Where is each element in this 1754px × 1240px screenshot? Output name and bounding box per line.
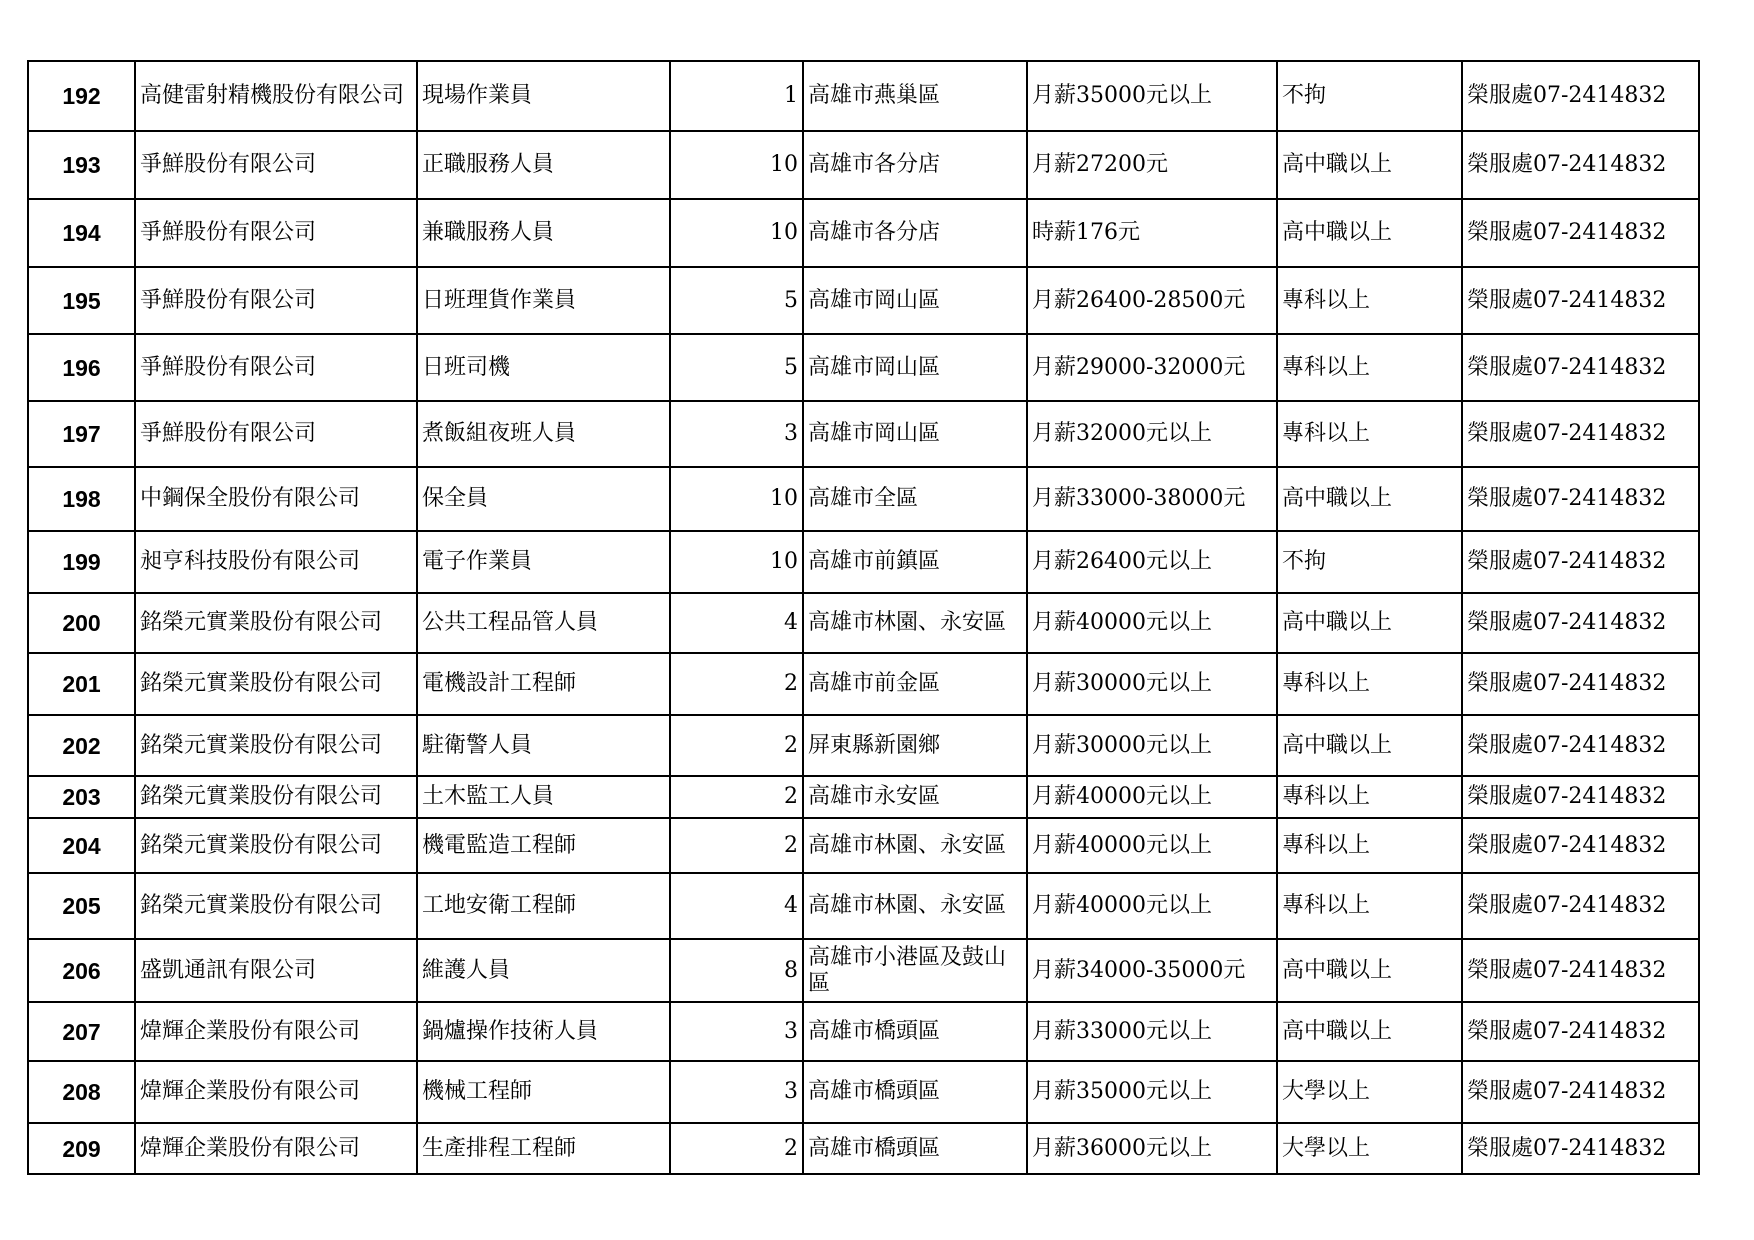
contact-info: 榮服處07-2414832 <box>1462 131 1699 199</box>
job-title: 正職服務人員 <box>417 131 670 199</box>
work-location: 高雄市橋頭區 <box>803 1123 1027 1174</box>
openings-count: 1 <box>670 61 803 131</box>
contact-info: 榮服處07-2414832 <box>1462 873 1699 939</box>
job-title: 生產排程工程師 <box>417 1123 670 1174</box>
row-number: 201 <box>28 653 135 715</box>
openings-count: 3 <box>670 1002 803 1061</box>
table-row <box>28 334 1699 401</box>
work-location: 高雄市橋頭區 <box>803 1061 1027 1123</box>
company-name: 煒輝企業股份有限公司 <box>135 1002 417 1061</box>
contact-info: 榮服處07-2414832 <box>1462 61 1699 131</box>
openings-count: 5 <box>670 267 803 334</box>
row-number: 199 <box>28 531 135 593</box>
table-row <box>28 267 1699 334</box>
salary: 月薪27200元 <box>1027 131 1277 199</box>
row-number: 196 <box>28 334 135 401</box>
row-number: 192 <box>28 61 135 131</box>
openings-count: 4 <box>670 873 803 939</box>
job-title: 保全員 <box>417 467 670 531</box>
job-title: 機械工程師 <box>417 1061 670 1123</box>
row-number: 209 <box>28 1123 135 1174</box>
table-row <box>28 467 1699 531</box>
work-location: 高雄市全區 <box>803 467 1027 531</box>
salary: 月薪40000元以上 <box>1027 776 1277 818</box>
contact-info: 榮服處07-2414832 <box>1462 1123 1699 1174</box>
openings-count: 3 <box>670 1061 803 1123</box>
work-location: 高雄市各分店 <box>803 131 1027 199</box>
table-row <box>28 131 1699 199</box>
education-requirement: 不拘 <box>1277 61 1462 131</box>
row-number: 207 <box>28 1002 135 1061</box>
job-title: 電子作業員 <box>417 531 670 593</box>
contact-info: 榮服處07-2414832 <box>1462 199 1699 267</box>
contact-info: 榮服處07-2414832 <box>1462 1002 1699 1061</box>
education-requirement: 高中職以上 <box>1277 593 1462 653</box>
job-title: 煮飯組夜班人員 <box>417 401 670 467</box>
company-name: 銘榮元實業股份有限公司 <box>135 818 417 873</box>
table-row <box>28 593 1699 653</box>
row-number: 198 <box>28 467 135 531</box>
job-title: 機電監造工程師 <box>417 818 670 873</box>
job-title: 兼職服務人員 <box>417 199 670 267</box>
salary: 月薪32000元以上 <box>1027 401 1277 467</box>
contact-info: 榮服處07-2414832 <box>1462 531 1699 593</box>
contact-info: 榮服處07-2414832 <box>1462 593 1699 653</box>
contact-info: 榮服處07-2414832 <box>1462 267 1699 334</box>
company-name: 爭鮮股份有限公司 <box>135 267 417 334</box>
table-row <box>28 939 1699 1002</box>
contact-info: 榮服處07-2414832 <box>1462 1061 1699 1123</box>
company-name: 爭鮮股份有限公司 <box>135 401 417 467</box>
table-row <box>28 653 1699 715</box>
salary: 月薪30000元以上 <box>1027 715 1277 776</box>
job-title: 駐衛警人員 <box>417 715 670 776</box>
salary: 月薪40000元以上 <box>1027 818 1277 873</box>
contact-info: 榮服處07-2414832 <box>1462 776 1699 818</box>
work-location: 高雄市永安區 <box>803 776 1027 818</box>
openings-count: 4 <box>670 593 803 653</box>
salary: 月薪30000元以上 <box>1027 653 1277 715</box>
salary: 月薪33000元以上 <box>1027 1002 1277 1061</box>
work-location: 高雄市前金區 <box>803 653 1027 715</box>
education-requirement: 專科以上 <box>1277 873 1462 939</box>
education-requirement: 高中職以上 <box>1277 1002 1462 1061</box>
salary: 時薪176元 <box>1027 199 1277 267</box>
salary: 月薪33000-38000元 <box>1027 467 1277 531</box>
contact-info: 榮服處07-2414832 <box>1462 715 1699 776</box>
education-requirement: 不拘 <box>1277 531 1462 593</box>
table-row <box>28 1123 1699 1174</box>
job-title: 鍋爐操作技術人員 <box>417 1002 670 1061</box>
company-name: 爭鮮股份有限公司 <box>135 334 417 401</box>
job-title: 現場作業員 <box>417 61 670 131</box>
table-row <box>28 61 1699 131</box>
company-name: 高健雷射精機股份有限公司 <box>135 61 417 131</box>
table-row <box>28 776 1699 818</box>
work-location: 高雄市橋頭區 <box>803 1002 1027 1061</box>
openings-count: 2 <box>670 818 803 873</box>
salary: 月薪36000元以上 <box>1027 1123 1277 1174</box>
work-location: 高雄市各分店 <box>803 199 1027 267</box>
education-requirement: 專科以上 <box>1277 776 1462 818</box>
company-name: 爭鮮股份有限公司 <box>135 199 417 267</box>
company-name: 爭鮮股份有限公司 <box>135 131 417 199</box>
company-name: 煒輝企業股份有限公司 <box>135 1123 417 1174</box>
openings-count: 10 <box>670 131 803 199</box>
row-number: 197 <box>28 401 135 467</box>
education-requirement: 專科以上 <box>1277 653 1462 715</box>
salary: 月薪26400-28500元 <box>1027 267 1277 334</box>
openings-count: 3 <box>670 401 803 467</box>
job-title: 日班理貨作業員 <box>417 267 670 334</box>
work-location: 高雄市林園、永安區 <box>803 593 1027 653</box>
openings-count: 10 <box>670 467 803 531</box>
education-requirement: 高中職以上 <box>1277 939 1462 1002</box>
contact-info: 榮服處07-2414832 <box>1462 653 1699 715</box>
openings-count: 2 <box>670 653 803 715</box>
company-name: 銘榮元實業股份有限公司 <box>135 715 417 776</box>
job-title: 公共工程品管人員 <box>417 593 670 653</box>
row-number: 195 <box>28 267 135 334</box>
row-number: 202 <box>28 715 135 776</box>
row-number: 200 <box>28 593 135 653</box>
salary: 月薪40000元以上 <box>1027 593 1277 653</box>
row-number: 194 <box>28 199 135 267</box>
table-row <box>28 1002 1699 1061</box>
openings-count: 10 <box>670 199 803 267</box>
company-name: 煒輝企業股份有限公司 <box>135 1061 417 1123</box>
contact-info: 榮服處07-2414832 <box>1462 334 1699 401</box>
education-requirement: 高中職以上 <box>1277 199 1462 267</box>
job-title: 電機設計工程師 <box>417 653 670 715</box>
contact-info: 榮服處07-2414832 <box>1462 818 1699 873</box>
job-title: 維護人員 <box>417 939 670 1002</box>
company-name: 昶亨科技股份有限公司 <box>135 531 417 593</box>
salary: 月薪40000元以上 <box>1027 873 1277 939</box>
work-location: 高雄市林園、永安區 <box>803 818 1027 873</box>
work-location: 高雄市岡山區 <box>803 267 1027 334</box>
work-location: 高雄市林園、永安區 <box>803 873 1027 939</box>
contact-info: 榮服處07-2414832 <box>1462 467 1699 531</box>
company-name: 銘榮元實業股份有限公司 <box>135 776 417 818</box>
table-row <box>28 531 1699 593</box>
table-body <box>28 61 1699 1174</box>
table-row <box>28 401 1699 467</box>
openings-count: 2 <box>670 715 803 776</box>
table-row <box>28 873 1699 939</box>
education-requirement: 高中職以上 <box>1277 467 1462 531</box>
table-row <box>28 199 1699 267</box>
company-name: 盛凱通訊有限公司 <box>135 939 417 1002</box>
row-number: 204 <box>28 818 135 873</box>
education-requirement: 專科以上 <box>1277 267 1462 334</box>
education-requirement: 專科以上 <box>1277 818 1462 873</box>
company-name: 中鋼保全股份有限公司 <box>135 467 417 531</box>
salary: 月薪35000元以上 <box>1027 1061 1277 1123</box>
job-title: 日班司機 <box>417 334 670 401</box>
row-number: 193 <box>28 131 135 199</box>
education-requirement: 專科以上 <box>1277 334 1462 401</box>
table-row <box>28 818 1699 873</box>
job-listing-table <box>27 60 1700 1175</box>
openings-count: 10 <box>670 531 803 593</box>
row-number: 206 <box>28 939 135 1002</box>
salary: 月薪26400元以上 <box>1027 531 1277 593</box>
job-title: 工地安衛工程師 <box>417 873 670 939</box>
company-name: 銘榮元實業股份有限公司 <box>135 873 417 939</box>
work-location: 高雄市岡山區 <box>803 401 1027 467</box>
company-name: 銘榮元實業股份有限公司 <box>135 653 417 715</box>
education-requirement: 大學以上 <box>1277 1123 1462 1174</box>
salary: 月薪34000-35000元 <box>1027 939 1277 1002</box>
openings-count: 2 <box>670 776 803 818</box>
contact-info: 榮服處07-2414832 <box>1462 939 1699 1002</box>
row-number: 208 <box>28 1061 135 1123</box>
education-requirement: 高中職以上 <box>1277 131 1462 199</box>
education-requirement: 大學以上 <box>1277 1061 1462 1123</box>
company-name: 銘榮元實業股份有限公司 <box>135 593 417 653</box>
contact-info: 榮服處07-2414832 <box>1462 401 1699 467</box>
table-row <box>28 715 1699 776</box>
openings-count: 5 <box>670 334 803 401</box>
work-location: 高雄市岡山區 <box>803 334 1027 401</box>
row-number: 205 <box>28 873 135 939</box>
work-location: 高雄市燕巢區 <box>803 61 1027 131</box>
job-title: 土木監工人員 <box>417 776 670 818</box>
table-row <box>28 1061 1699 1123</box>
openings-count: 8 <box>670 939 803 1002</box>
row-number: 203 <box>28 776 135 818</box>
salary: 月薪35000元以上 <box>1027 61 1277 131</box>
work-location: 高雄市前鎮區 <box>803 531 1027 593</box>
work-location: 屏東縣新園鄉 <box>803 715 1027 776</box>
work-location: 高雄市小港區及鼓山區 <box>803 939 1027 1002</box>
education-requirement: 專科以上 <box>1277 401 1462 467</box>
openings-count: 2 <box>670 1123 803 1174</box>
education-requirement: 高中職以上 <box>1277 715 1462 776</box>
salary: 月薪29000-32000元 <box>1027 334 1277 401</box>
